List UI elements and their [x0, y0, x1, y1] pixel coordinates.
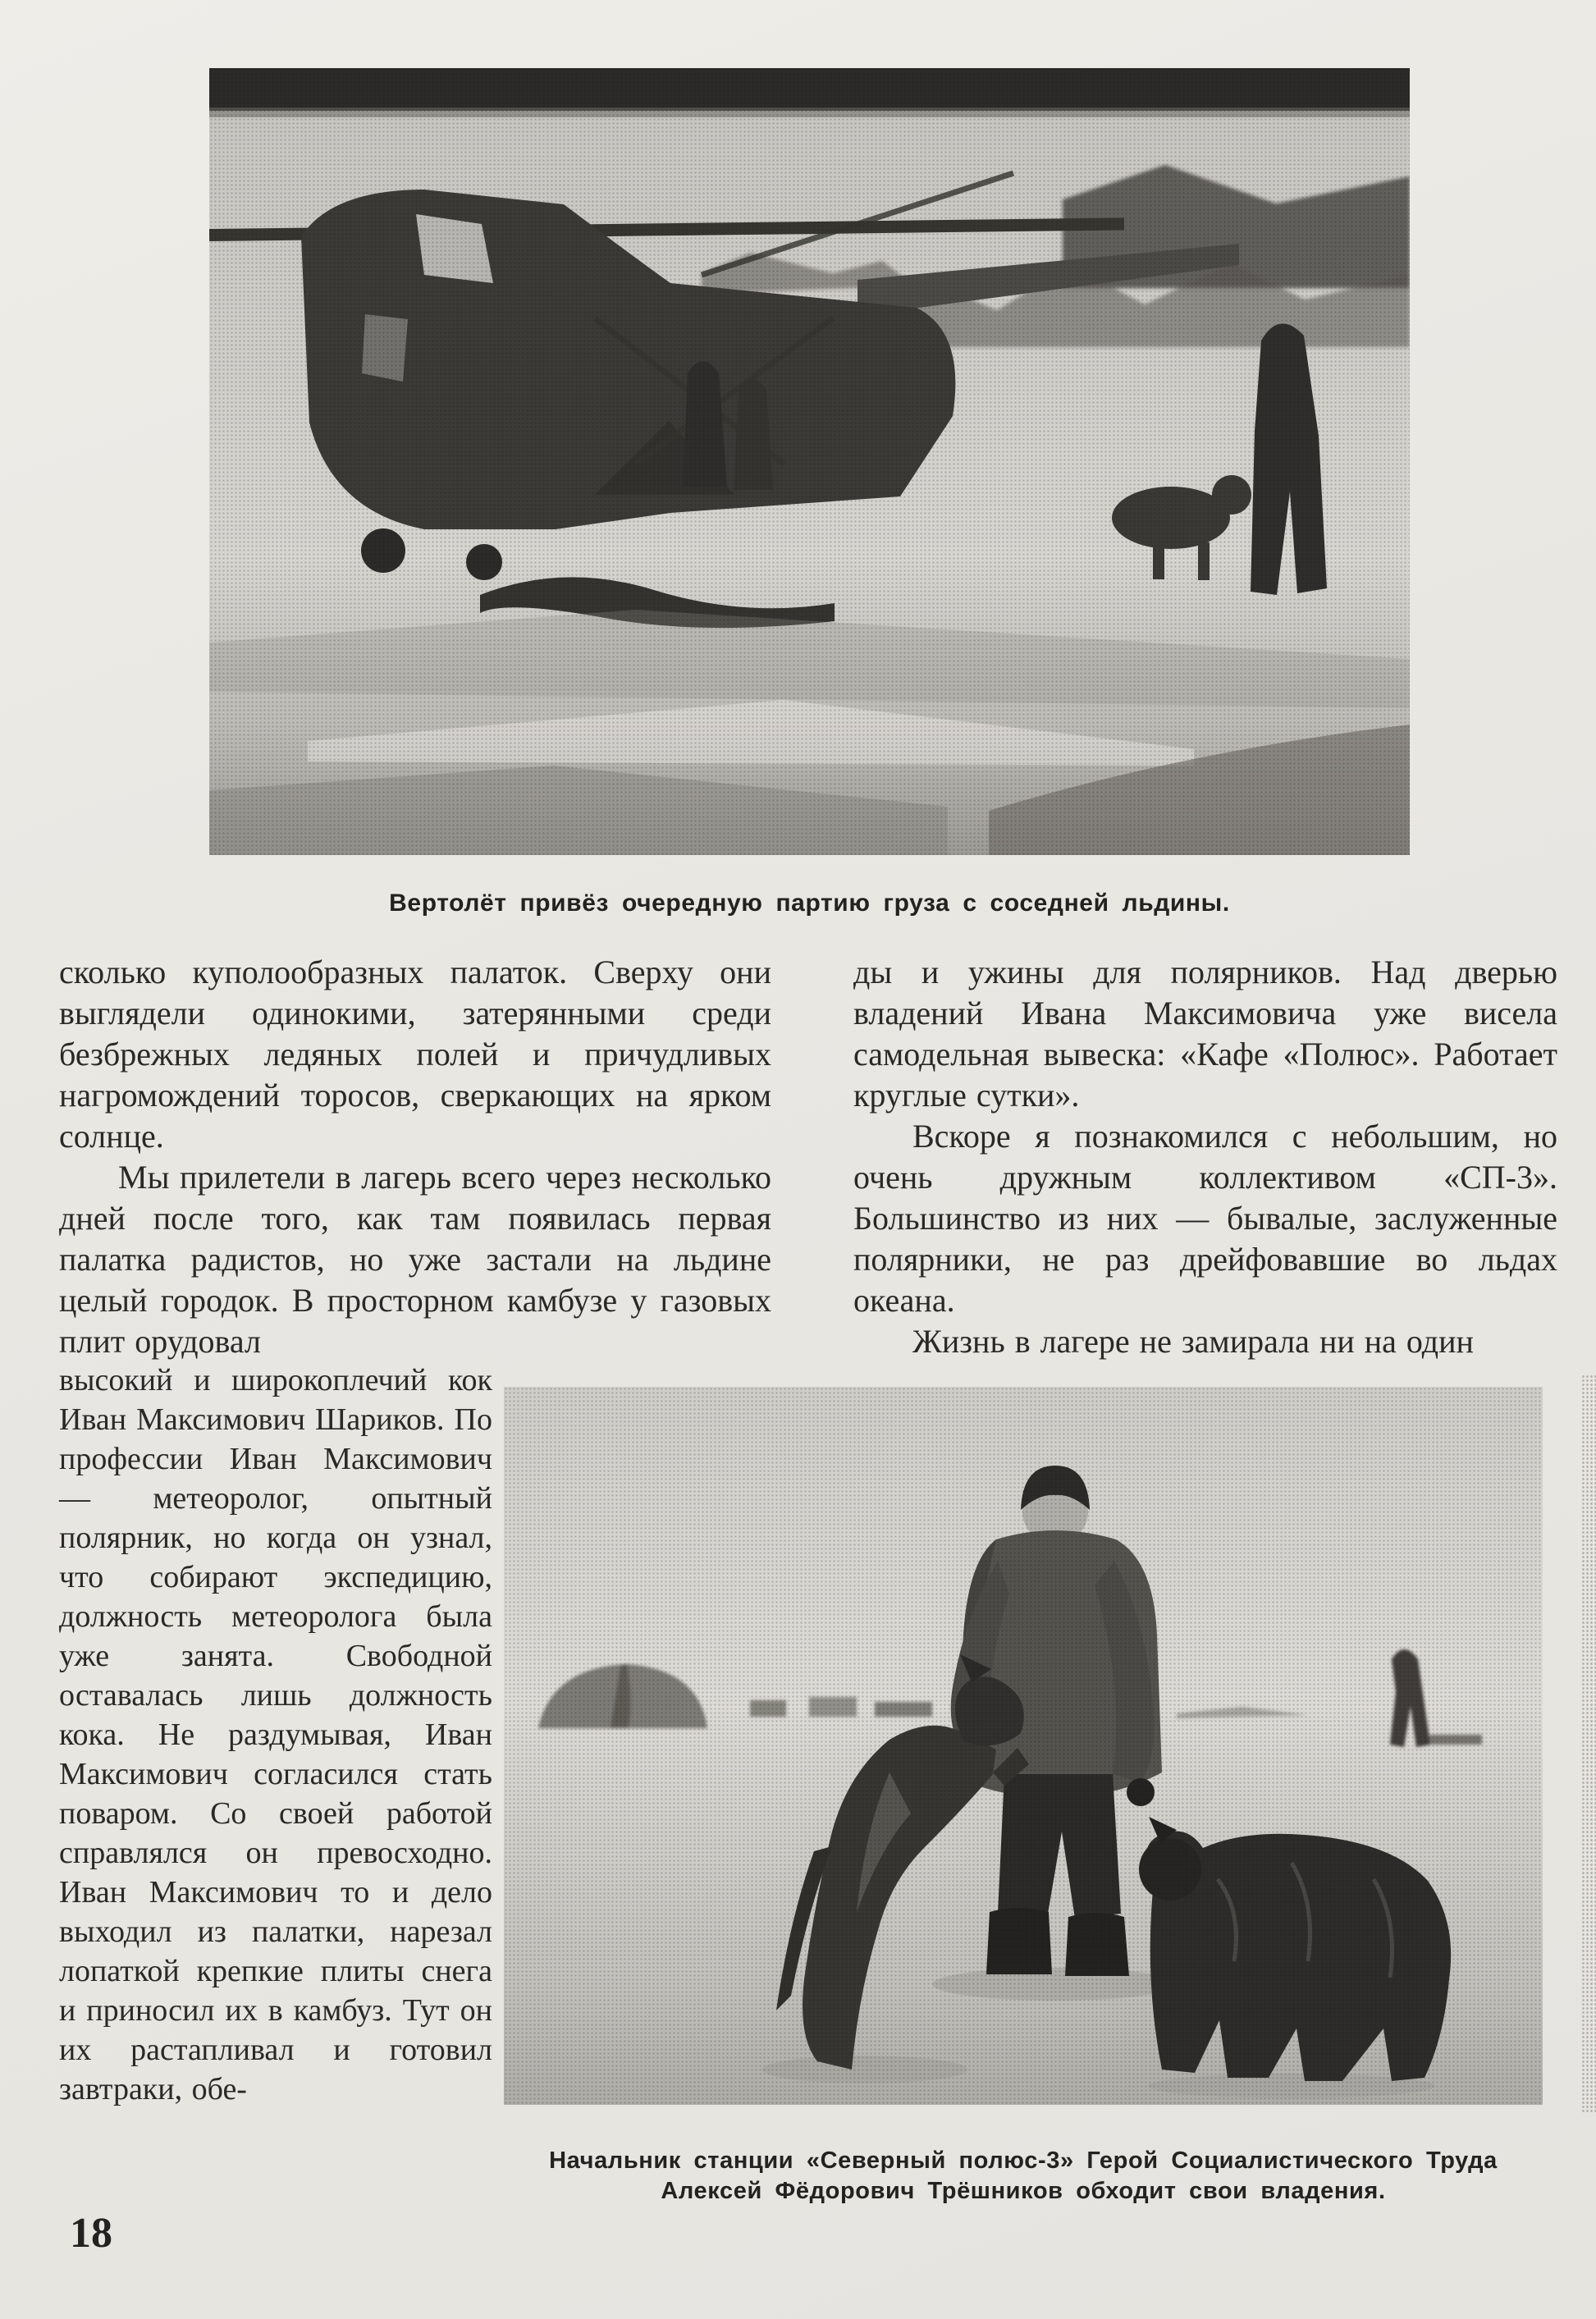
bottom-photo-caption	[487, 2146, 1559, 2207]
station-chief-photo-image	[504, 1387, 1543, 2105]
bottom-photo-caption-line-2: Алексей Фёдорович Трёшников обходит свои владения.	[661, 2178, 1386, 2204]
bottom-photo-caption-line-1: Начальник станции «Северный полюс-3» Герой Социалистического Труда	[549, 2147, 1498, 2174]
paragraph: Жизнь в лагере не замирала ни на один	[912, 1323, 1474, 1360]
paragraph: Вскоре я познакомился с небольшим, но очень дружным коллективом «СП-3». Большинство из них — бывалые, заслуженные полярники, не раз дрейфовавшие во льдах океана.	[853, 1118, 1557, 1319]
left-column-wide	[59, 952, 771, 1362]
paragraph: ды и ужины для полярников. Над дверью владений Ивана Максимовича уже висела самодельная вывеска: «Кафе «Полюс». Работает круглые сутки».	[853, 954, 1557, 1114]
helicopter-photo	[209, 68, 1410, 855]
left-column-narrow	[59, 1361, 492, 2109]
paragraph: сколько куполообразных палаток. Сверху они выглядели одинокими, затерянными среди безбрежных ледяных полей и причудливых нагромождений торосов, сверкающих на ярком солнце.	[59, 954, 771, 1155]
top-photo-caption: Вертолёт привёз очередную партию груза с соседней льдины.	[389, 890, 1230, 917]
station-chief-photo	[504, 1387, 1543, 2105]
helicopter-photo-image	[209, 68, 1410, 855]
right-column	[853, 952, 1557, 1362]
scan-edge-artifact	[1581, 1374, 1596, 2113]
page-number: 18	[70, 2210, 112, 2257]
paragraph: Мы прилетели в лагерь всего через несколько дней после того, как там появилась первая палатка радистов, но уже застали на льдине целый городок. В просторном камбузе у газовых плит орудовал	[59, 1159, 771, 1360]
paragraph: высокий и широкоплечий кок Иван Максимович Шариков. По профессии Иван Максимович — метеоролог, опытный полярник, но когда он узнал, что собирают экспедицию, должность метеоролога была уже занята. Свободной оставалась лишь должность кока. Не раздумывая, Иван Максимович согласился стать поваром. Со своей работой справлялся он превосходно. Иван Максимович то и дело выходил из палатки, нарезал лопаткой крепкие плиты снега и приносил их в камбуз. Тут он их растапливал и готовил завтраки, обе-	[59, 1363, 492, 2106]
